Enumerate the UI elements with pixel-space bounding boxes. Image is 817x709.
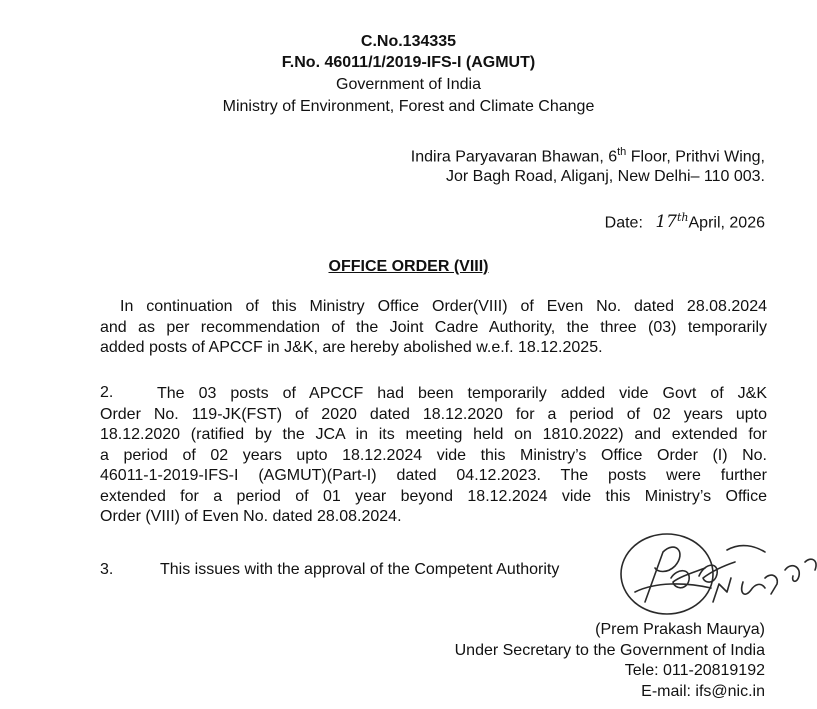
- signatory-designation: Under Secretary to the Government of India: [454, 642, 765, 659]
- paragraph-1-line: In continuation of this Ministry Office Order(VIII) of Even No. dated 28.08.2024: [120, 298, 767, 315]
- signature-stroke: [635, 584, 711, 592]
- paragraph-2-line: The 03 posts of APCCF had been temporarily added vide Govt of J&K: [157, 385, 767, 402]
- c-number: C.No.134335: [360, 33, 457, 50]
- signature-stroke: [727, 546, 765, 552]
- date-label: Date:: [604, 214, 643, 232]
- signature-stroke: [805, 559, 816, 570]
- paragraph-2-line: a period of 02 years upto 18.12.2024 vide this Ministry’s Office Order (I) No.: [100, 446, 767, 464]
- signatory-telephone: Tele: 011-20819192: [624, 662, 765, 679]
- paragraph-2-line: 18.12.2020 (ratified by the JCA in its meeting held on 1810.2022) and extended for: [100, 426, 767, 443]
- date-day: 17: [655, 212, 677, 233]
- paragraph-2-line: extended for a period of 01 year beyond 18.12.2024 vide this Ministry’s Office: [100, 487, 767, 505]
- address-line-2: Jor Bagh Road, Aliganj, New Delhi– 110 003.: [445, 168, 765, 185]
- signature-stroke: [785, 566, 799, 582]
- date-day-sup: th: [676, 211, 689, 224]
- signature-stroke: [713, 578, 731, 602]
- paragraph-3-text: This issues with the approval of the Competent Authority: [160, 561, 560, 578]
- government-name: Government of India: [336, 76, 481, 93]
- address-suffix: Floor, Prithvi Wing,: [626, 148, 765, 166]
- signature-stroke: [765, 575, 777, 594]
- date-month-year: April, 2026: [688, 214, 765, 232]
- paragraph-1: [100, 297, 767, 359]
- signatory-email: E-mail: ifs@nic.in: [641, 683, 765, 700]
- signature-stroke: [742, 582, 765, 594]
- paragraph-2-line: Order No. 119-JK(FST) of 2020 dated 18.12.2020 for a period of 02 years upto: [100, 405, 767, 423]
- address-prefix: Indira Paryavaran Bhawan, 6: [410, 148, 618, 166]
- signatory-name: (Prem Prakash Maurya): [595, 621, 765, 638]
- paragraph-2-number: 2.: [100, 384, 114, 401]
- paragraph-1-line: added posts of APCCF in J&K, are hereby abolished w.e.f. 18.12.2025.: [100, 339, 603, 356]
- address-sup: th: [617, 146, 627, 158]
- paragraph-2-line: 46011-1-2019-IFS-I (AGMUT)(Part-I) dated 04.12.2023. The posts were further: [100, 467, 767, 484]
- signature-image: [615, 532, 817, 632]
- signature-stroke: [699, 562, 735, 582]
- order-title: OFFICE ORDER (VIII): [328, 258, 489, 275]
- file-number: F.No. 46011/1/2019-IFS-I (AGMUT): [281, 54, 536, 71]
- paragraph-2-line: Order (VIII) of Even No. dated 28.08.2024.: [100, 508, 402, 525]
- address-line-1: [411, 146, 765, 166]
- paragraph-2: [100, 384, 767, 528]
- paragraph-1-line: and as per recommendation of the Joint Cadre Authority, the three (03) temporarily: [100, 318, 767, 336]
- ministry-name: Ministry of Environment, Forest and Climate Change: [222, 98, 595, 115]
- paragraph-3-number: 3.: [100, 561, 114, 578]
- date-line: [605, 211, 765, 232]
